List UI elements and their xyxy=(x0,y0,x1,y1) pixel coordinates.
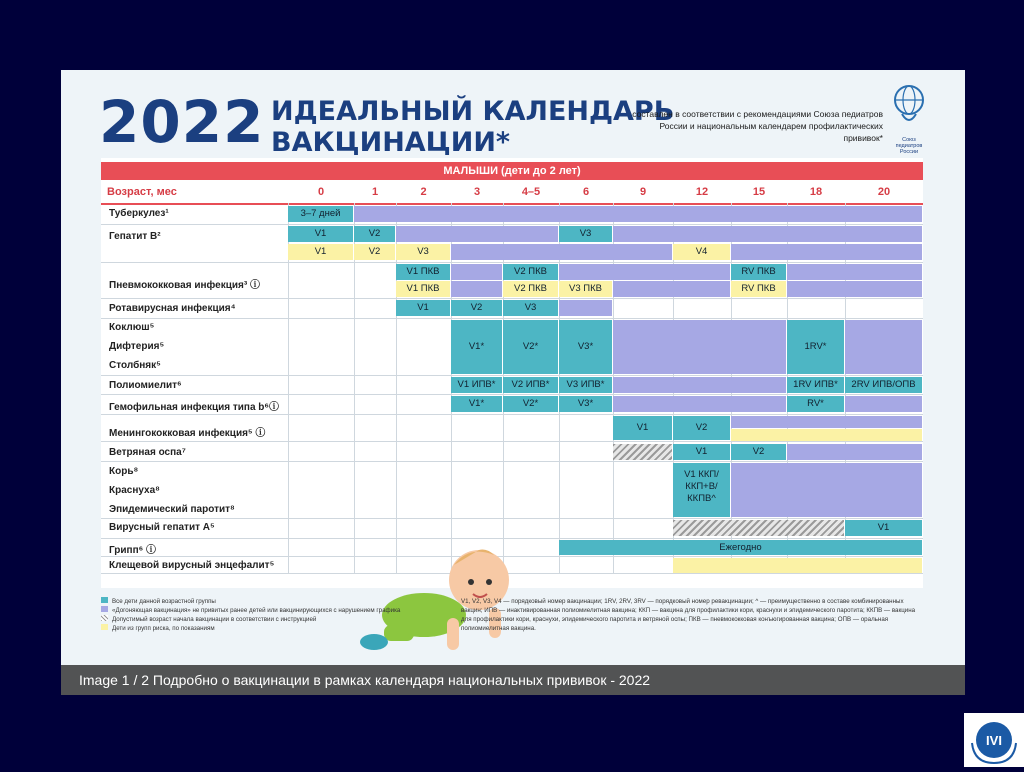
age-header-row xyxy=(101,181,923,205)
disease-label-15: Грипп⁶ ⓘ xyxy=(109,545,157,556)
disease-label-9: Менингококковая инфекция⁵ ⓘ xyxy=(109,428,266,439)
cell-hepb-b4: V4 xyxy=(673,244,730,260)
cell-polio-4: 1RV ИПВ* xyxy=(787,377,844,393)
cell-hib-cu2 xyxy=(845,396,922,412)
age-col-2: 2 xyxy=(420,186,427,198)
disease-label-11: Корь⁸ xyxy=(109,466,139,477)
legend-item-purple: «Догоняющая вакцинация» не привитых ранее детей или вакцинирующихся с нарушением графика xyxy=(101,606,441,615)
cell-pn-a1: V1 ПКВ xyxy=(396,264,450,280)
age-col-3: 3 xyxy=(473,186,481,198)
cell-pn-a-cu xyxy=(451,264,502,280)
cell-dtp-1: V1* xyxy=(451,320,502,374)
disease-label-0: Туберкулез¹ xyxy=(109,208,169,219)
cell-rota-cu xyxy=(559,300,612,316)
cell-tbe xyxy=(673,558,922,573)
cell-dtp-cu2 xyxy=(845,320,922,374)
cell-mmr-cu xyxy=(731,463,922,517)
cell-hib-4: RV* xyxy=(787,396,844,412)
age-col-8: 15 xyxy=(752,186,766,198)
cell-hepb-b-cu2 xyxy=(731,244,922,260)
cell-flu: Ежегодно xyxy=(559,540,922,555)
age-col-7: 12 xyxy=(695,186,709,198)
image-caption-bar xyxy=(61,665,965,695)
cell-dtp-2: V2* xyxy=(503,320,558,374)
poster-year: 2022 xyxy=(99,88,265,156)
cell-hepb-a-cu xyxy=(396,226,558,242)
cell-pn-b-cu xyxy=(451,281,502,297)
cell-tb-catchup xyxy=(354,206,922,222)
grid-hline xyxy=(101,441,923,442)
cell-pn-b-cu2 xyxy=(613,281,730,297)
vaccination-poster xyxy=(61,70,965,695)
legend-item-teal: Все дети данной возрастной группы xyxy=(101,597,441,606)
cell-men-cu xyxy=(731,416,922,428)
cell-hib-2: V2* xyxy=(503,396,558,412)
disease-label-5: Дифтерия⁵ xyxy=(109,341,165,352)
cell-pn-a3: RV ПКВ xyxy=(731,264,786,280)
poster-title-line2: ВАКЦИНАЦИИ* xyxy=(271,127,511,158)
cell-hepa-hatch xyxy=(673,520,844,536)
grid-hline xyxy=(101,224,923,225)
cell-polio-1: V1 ИПВ* xyxy=(451,377,502,393)
cell-hib-cu xyxy=(613,396,786,412)
cell-pn-a-cu3 xyxy=(787,264,922,280)
cell-men-risk xyxy=(731,429,922,441)
image-caption: Image 1 / 2 Подробно о вакцинации в рамках календаря национальных прививок - 2022 xyxy=(79,672,651,688)
cell-pn-b-cu3 xyxy=(787,281,922,297)
cell-var-1: V1 xyxy=(673,444,730,460)
disease-label-6: Столбняк⁵ xyxy=(109,360,161,371)
cell-var-hatch xyxy=(613,444,672,460)
cell-hepb-a-cu2 xyxy=(613,226,922,242)
ivi-logo xyxy=(964,713,1024,767)
section-title: МАЛЫШИ (дети до 2 лет) xyxy=(101,162,923,180)
legend-col2: V1, V2, V3, V4 — порядковый номер вакцинации; 1RV, 2RV, 3RV — порядковый номер ревакцинации; ^ — преимущественно в составе комбинированных вакцин; ИПВ — инактивированная полиомиелитная вакцина; ККП — вакцина для профилактики кори, краснухи и эпидемического паротита; ККПВ — вакцина для профилактики кори, краснухи, эпидемического паротита и ветряной оспы; ПКВ — пневмококковая конъюгированная вакцина; ОПВ — оральная полиомиелитная вакцина. xyxy=(461,598,916,632)
cell-hepb-a2: V2 xyxy=(354,226,395,242)
grid-hline xyxy=(101,461,923,462)
age-col-1: 1 xyxy=(371,186,379,198)
grid-hline xyxy=(101,573,923,574)
cell-pn-a-cu2 xyxy=(559,264,730,280)
cell-pn-a2: V2 ПКВ xyxy=(503,264,558,280)
cell-rota-2: V2 xyxy=(451,300,502,316)
cell-polio-2: V2 ИПВ* xyxy=(503,377,558,393)
cell-mmr: V1 ККП/ ККП+В/ ККПВ^ xyxy=(673,463,730,517)
cell-pn-b4: RV ПКВ xyxy=(731,281,786,297)
grid-hline xyxy=(101,538,923,539)
disease-label-8: Гемофильная инфекция типа b⁶ⓘ xyxy=(109,402,279,413)
grid-hline xyxy=(101,262,923,263)
cell-tb-v: 3–7 дней xyxy=(288,206,353,222)
disease-label-3: Ротавирусная инфекция⁴ xyxy=(109,303,236,314)
cell-dtp-cu xyxy=(613,320,786,374)
cell-polio-cu xyxy=(613,377,786,393)
pediatric-union-logo xyxy=(889,80,929,160)
age-col-10: 20 xyxy=(877,186,891,198)
cell-var-cu xyxy=(787,444,922,460)
age-label: Возраст, мес xyxy=(107,186,177,198)
cell-hib-1: V1* xyxy=(451,396,502,412)
globe-icon xyxy=(892,80,926,130)
cell-dtp-4: 1RV* xyxy=(787,320,844,374)
disease-label-10: Ветряная оспа⁷ xyxy=(109,447,186,458)
cell-polio-3: V3 ИПВ* xyxy=(559,377,612,393)
cell-hepb-b3: V3 xyxy=(396,244,450,260)
grid-hline xyxy=(101,556,923,557)
svg-text:IVI: IVI xyxy=(986,733,1002,748)
disease-label-4: Коклюш⁵ xyxy=(109,322,155,333)
disease-label-12: Краснуха⁸ xyxy=(109,485,160,496)
grid-hline xyxy=(101,414,923,415)
cell-pn-b3: V3 ПКВ xyxy=(559,281,612,297)
cell-men-2: V2 xyxy=(673,416,730,440)
grid-hline xyxy=(101,518,923,519)
cell-men-1: V1 xyxy=(613,416,672,440)
disease-label-16: Клещевой вирусный энцефалит⁵ xyxy=(109,560,275,571)
cell-hepb-a3: V3 xyxy=(559,226,612,242)
cell-hib-3: V3* xyxy=(559,396,612,412)
legend-col1 xyxy=(101,597,441,633)
poster-title-line1: ИДЕАЛЬНЫЙ КАЛЕНДАРЬ xyxy=(271,96,675,127)
age-col-4: 4–5 xyxy=(521,186,541,198)
grid-hline xyxy=(101,298,923,299)
age-col-5: 6 xyxy=(582,186,590,198)
cell-hepa-1: V1 xyxy=(845,520,922,536)
disease-label-13: Эпидемический паротит⁸ xyxy=(109,504,235,515)
cell-hepb-b2: V2 xyxy=(354,244,395,260)
legend xyxy=(101,597,923,655)
cell-hepb-b1: V1 xyxy=(288,244,353,260)
cell-hepb-b-cu xyxy=(451,244,672,260)
legend-item-hatched: Допустимый возраст начала вакцинации в соответствии с инструкцией xyxy=(101,615,441,624)
cell-rota-1: V1 xyxy=(396,300,450,316)
cell-pn-b2: V2 ПКВ xyxy=(503,281,558,297)
logo-caption: Союз педиатров России xyxy=(895,137,923,155)
grid-hline xyxy=(101,318,923,319)
cell-rota-3: V3 xyxy=(503,300,558,316)
grid-hline xyxy=(101,394,923,395)
age-col-9: 18 xyxy=(809,186,823,198)
schedule-table xyxy=(101,158,923,588)
cell-pn-b1: V1 ПКВ xyxy=(396,281,450,297)
grid-hline xyxy=(101,375,923,376)
age-col-6: 9 xyxy=(639,186,647,198)
cell-var-2: V2 xyxy=(731,444,786,460)
ivi-logo-icon xyxy=(964,713,1024,767)
cell-polio-5: 2RV ИПВ/ОПВ xyxy=(845,377,922,393)
age-col-0: 0 xyxy=(317,186,325,198)
legend-item-yellow: Дети из групп риска, по показаниям xyxy=(101,624,441,633)
poster-note: составлен в соответствии с рекомендациями Союза педиатров России и национальным календарем профилактических прививок* xyxy=(632,109,883,143)
cell-dtp-3: V3* xyxy=(559,320,612,374)
disease-label-1: Гепатит В² xyxy=(109,231,161,242)
disease-label-14: Вирусный гепатит А⁵ xyxy=(109,522,215,533)
disease-label-2: Пневмококковая инфекция³ ⓘ xyxy=(109,280,260,291)
disease-label-7: Полиомиелит⁶ xyxy=(109,380,182,391)
cell-hepb-a1: V1 xyxy=(288,226,353,242)
